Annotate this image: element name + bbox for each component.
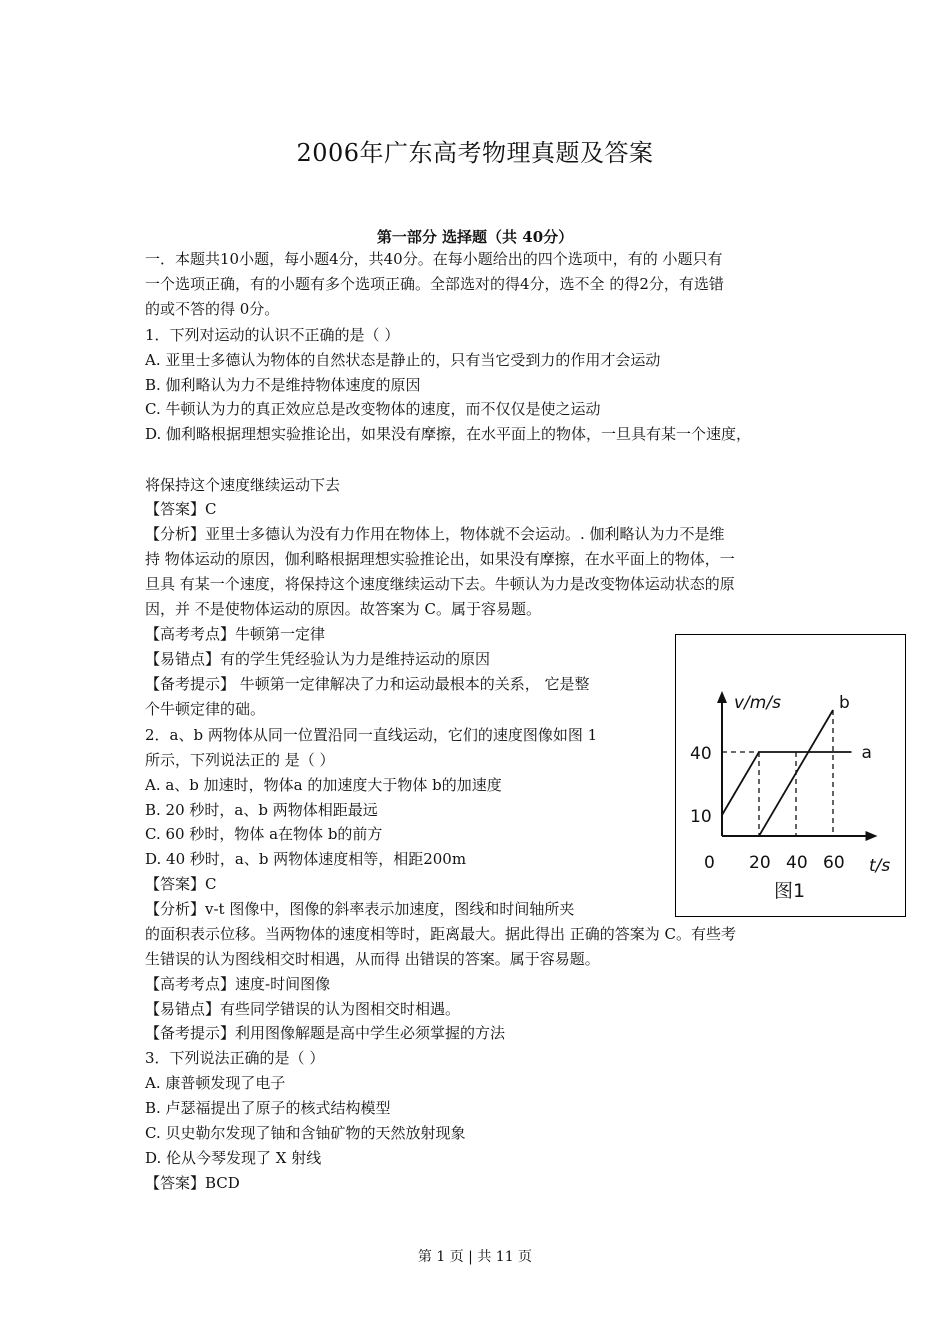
question-2: 所示，下列说法正的 是（ ） [145,751,335,769]
figure-caption: 图1 [774,880,806,902]
answer-line: 【答案】BCD [145,1174,240,1192]
document-title: 2006年广东高考物理真题及答案 [296,139,654,167]
analysis-line: 持 物体运动的原因，伽利略根据理想实验推论出，如果没有摩擦，在水平面上的物体，一 [145,550,735,568]
analysis-line: 旦具 有某一个速度，将保持这个速度继续运动下去。牛顿认为力是改变物体运动状态的原 [145,575,735,593]
y-tick-label: 40 [690,744,712,764]
option-b: B. 伽利略认为力不是维持物体速度的原因 [145,376,421,394]
option-d: D. 伦从今琴发现了 X 射线 [145,1149,322,1167]
analysis-line: 因，并 不是使物体运动的原因。故答案为 C。属于容易题。 [145,600,542,618]
option-c: C. 贝史勒尔发现了铀和含铀矿物的天然放射现象 [145,1124,466,1142]
option-c: C. 60 秒时，物体 a在物体 b的前方 [145,825,383,843]
analysis-line: 【分析】亚里士多德认为没有力作用在物体上，物体就不会运动。. 伽利略认为力不是维 [145,525,725,543]
y-tick-label: 10 [690,807,712,827]
question-1: 1．下列对运动的认识不正确的是（ ） [145,326,400,344]
y-axis-label: v/m/s [734,693,781,713]
question-3: 3．下列说法正确的是（ ） [145,1049,325,1067]
series-label-a: a [861,743,872,763]
prep-tip: 个牛顿定律的础。 [145,700,266,718]
section-heading: 第一部分 选择题（共 40分） [376,228,574,246]
series-label-b: b [839,693,850,713]
x-axis-label: t/s [869,856,891,876]
prep-tip: 【备考提示】利用图像解题是高中学生必须掌握的方法 [145,1024,506,1042]
prep-tip: 【备考提示】 牛顿第一定律解决了力和运动最根本的关系， 它是整 [145,675,590,693]
x-tick-label: 60 [823,853,845,873]
analysis-line: 生错误的认为图线相交时相遇，从而得 出错误的答案。属于容易题。 [145,950,600,968]
option-b: B. 20 秒时，a、b 两物体相距最远 [145,801,378,819]
answer-line: 【答案】C [145,500,217,518]
option-c: C. 牛顿认为力的真正效应总是改变物体的速度，而不仅仅是使之运动 [145,400,601,418]
question-2: 2．a、b 两物体从同一位置沿同一直线运动，它们的速度图像如图 1 [145,726,598,744]
text-line: 的或不答的得 0分。 [145,300,280,318]
page-footer: 第 1 页 | 共 11 页 [417,1249,533,1265]
error-point: 【易错点】有些同学错误的认为图相交时相遇。 [145,1000,461,1018]
x-tick-label: 0 [704,853,715,873]
error-point: 【易错点】有的学生凭经验认为力是维持运动的原因 [145,650,491,668]
velocity-time-figure [675,634,906,917]
option-a: A. a、b 加速时，物体a 的加速度大于物体 b的加速度 [145,776,502,794]
series-line-a [722,752,852,815]
option-d: D. 40 秒时，a、b 两物体速度相等，相距200m [145,850,467,868]
velocity-time-chart [676,635,905,916]
x-axis-arrow [866,831,878,841]
analysis-line: 【分析】v-t 图像中，图像的斜率表示加速度，图线和时间轴所夹 [145,900,575,918]
option-a: A. 康普顿发现了电子 [145,1074,286,1092]
y-axis-arrow [717,691,727,703]
text-line: 将保持这个速度继续运动下去 [145,476,341,494]
x-tick-label: 20 [749,853,771,873]
exam-point: 【高考考点】牛顿第一定律 [145,625,326,643]
text-line: 一个选项正确，有的小题有多个选项正确。全部选对的得4分，选不全 的得2分，有选错 [145,275,724,293]
option-a: A. 亚里士多德认为物体的自然状态是静止的，只有当它受到力的作用才会运动 [145,351,661,369]
exam-point: 【高考考点】速度-时间图像 [145,975,331,993]
option-b: B. 卢瑟福提出了原子的核式结构模型 [145,1099,391,1117]
text-line: 一．本题共10小题，每小题4分，共40分。在每小题给出的四个选项中，有的 小题只有 [145,250,723,268]
option-d: D. 伽利略根据理想实验推论出，如果没有摩擦，在水平面上的物体，一旦具有某一个速度， [145,425,752,443]
answer-line: 【答案】C [145,875,217,893]
x-tick-label: 40 [786,853,808,873]
analysis-line: 的面积表示位移。当两物体的速度相等时，距离最大。据此得出 正确的答案为 C。有些考 [145,925,737,943]
